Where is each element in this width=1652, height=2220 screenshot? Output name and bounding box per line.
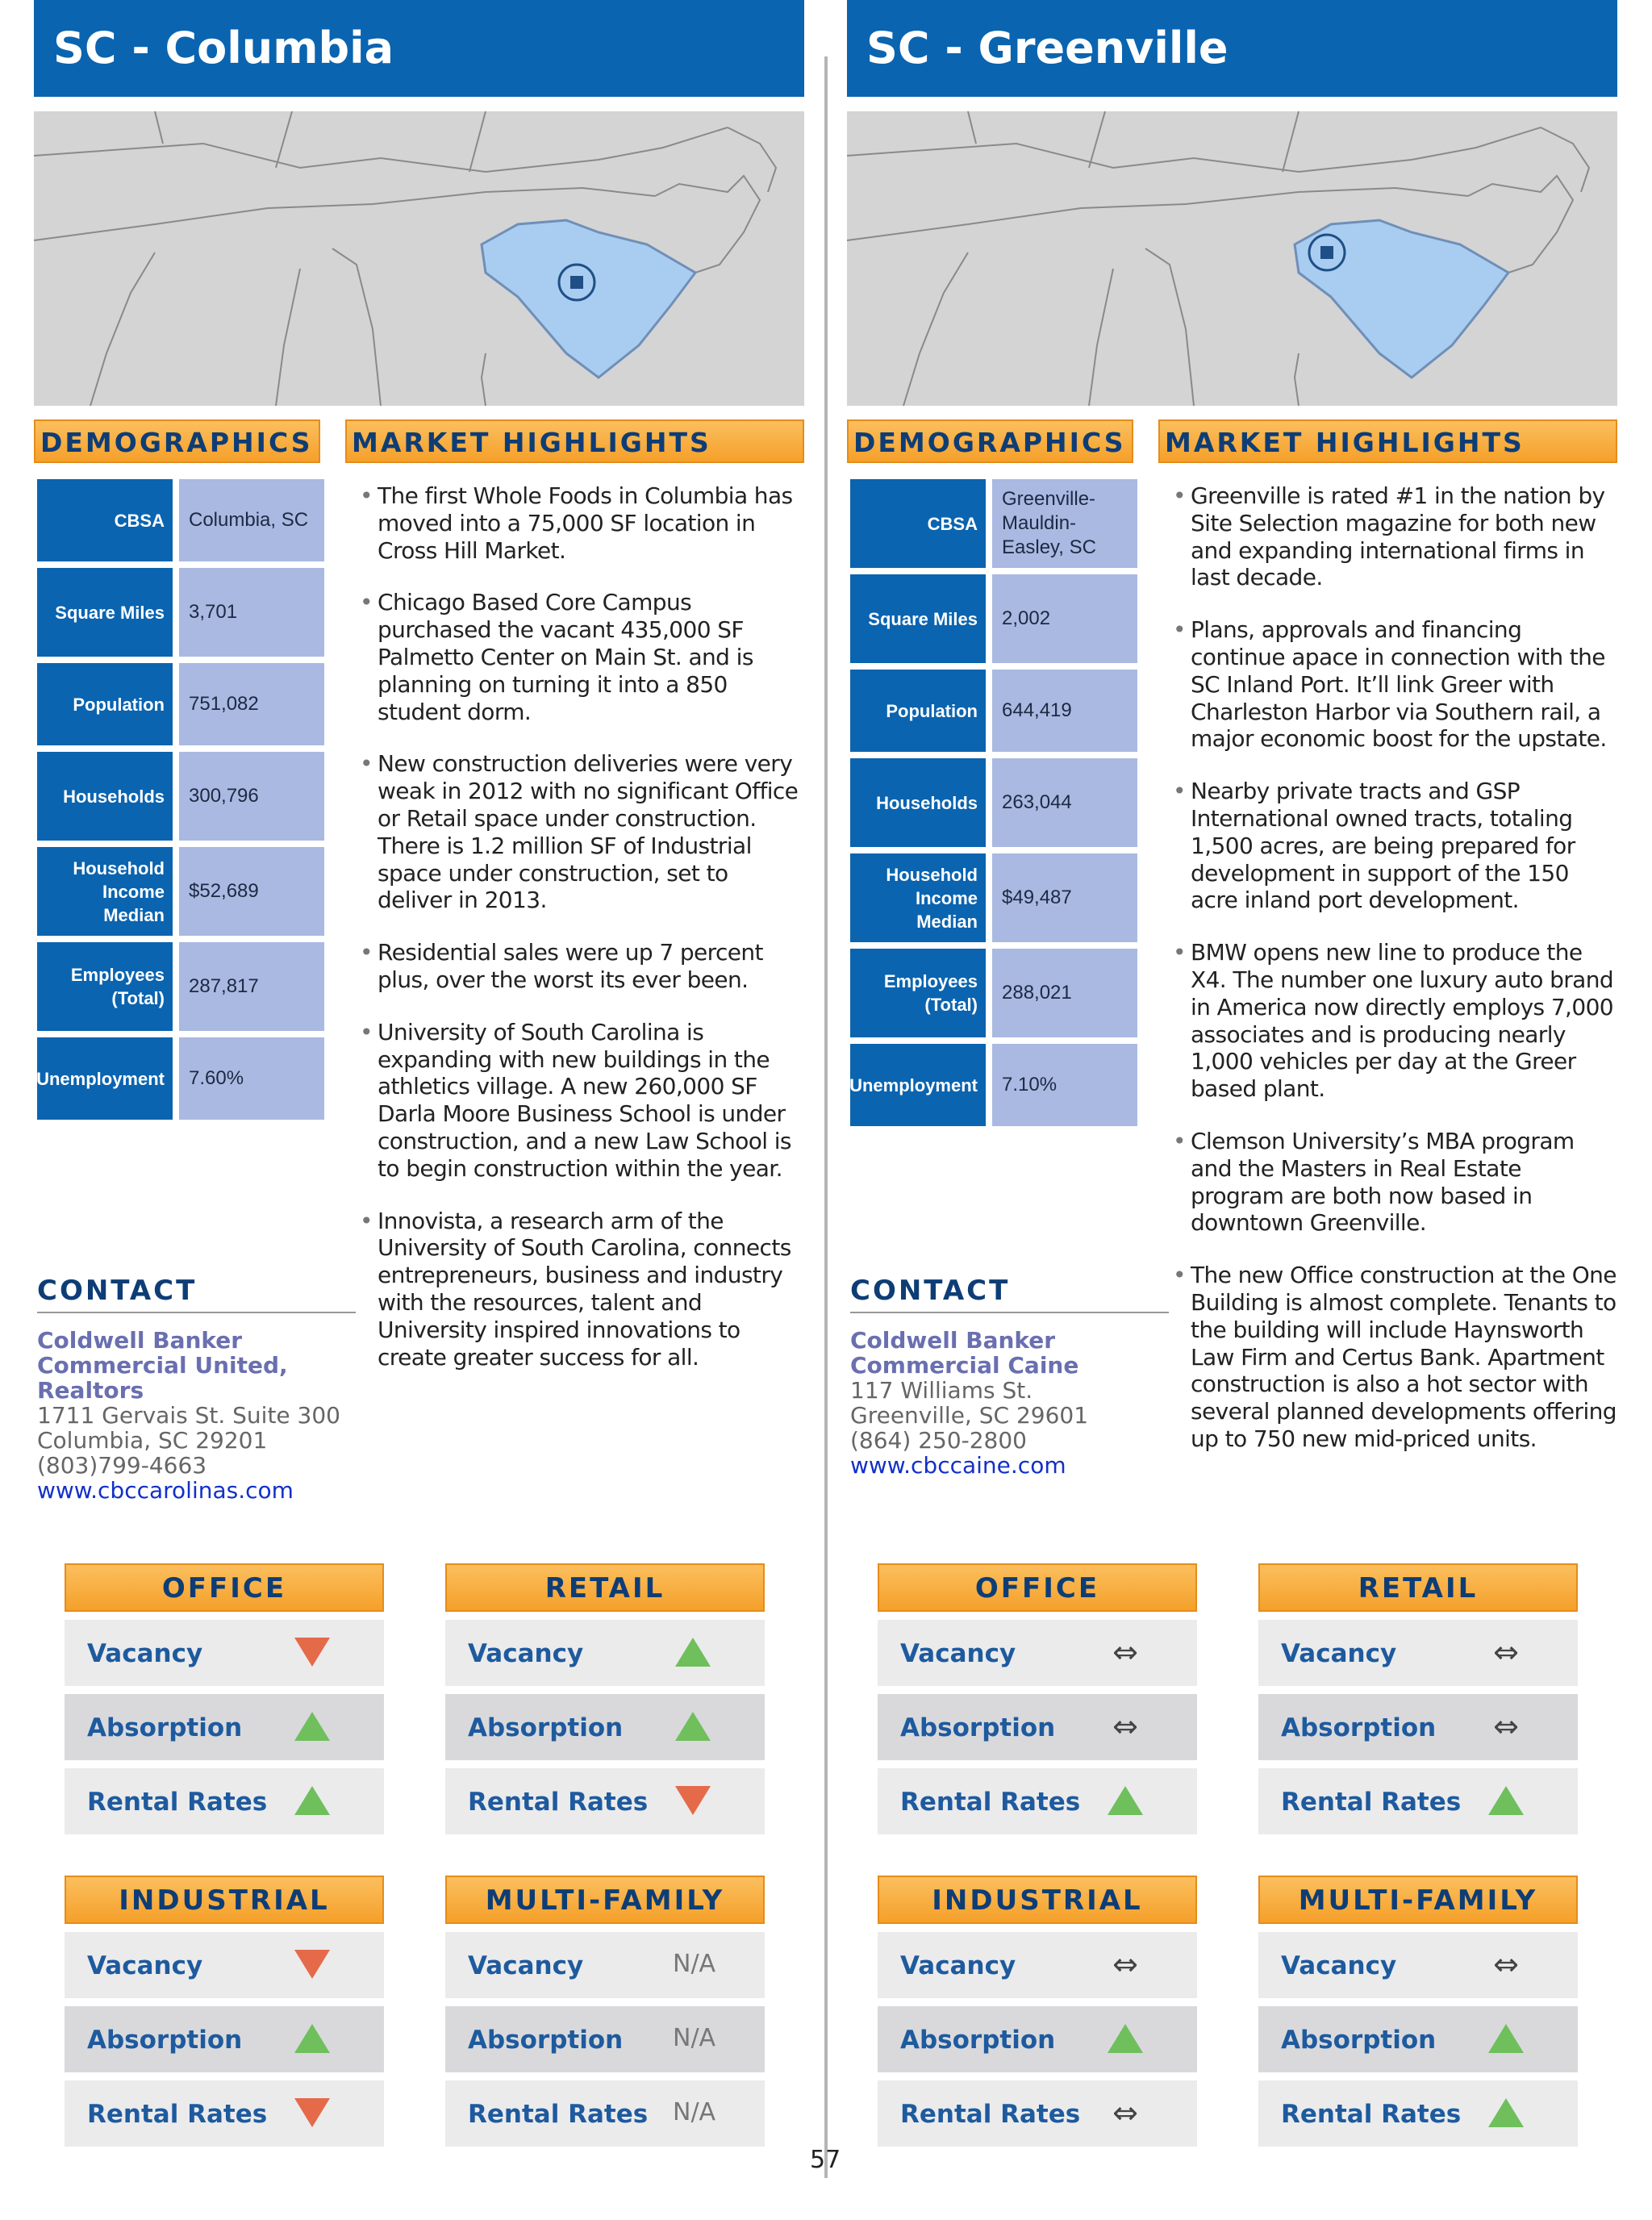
sector-box-retail [1258, 1563, 1578, 1834]
trend-not-available: N/A [673, 2024, 716, 2052]
trend-flat-arrow-icon: ⇔ [1493, 1947, 1519, 1982]
metric-label: Absorption [900, 1713, 1056, 1742]
metric-label: Absorption [1281, 2026, 1437, 2055]
sector-box-industrial [65, 1876, 384, 2147]
demographics-value: $52,689 [179, 847, 324, 936]
market-highlights-header [345, 419, 804, 463]
demographics-value: 3,701 [179, 568, 324, 657]
metric-row [878, 1694, 1197, 1760]
market-highlight-item: • Residential sales were up 7 percent plus, over the worst its ever been. [360, 939, 807, 994]
metric-row [1258, 1932, 1578, 1998]
metric-row [878, 2080, 1197, 2147]
market-column-columbia [34, 0, 804, 2220]
contact-address-line-1: 117 Williams St. [850, 1377, 1033, 1404]
column-divider [824, 56, 828, 2178]
market-highlights-title: MARKET HIGHLIGHTS [1165, 427, 1525, 458]
contact-address-line-2: Columbia, SC 29201 [37, 1427, 268, 1454]
market-title: SC - Greenville [866, 23, 1229, 73]
metric-label: Vacancy [1281, 1639, 1397, 1668]
market-highlight-item: • New construction deliveries were very weak in 2012 with no significant Office or Retail space under construction. There is 1.2 million SF of Industrial space under construction, set to deliver in 2013. [360, 750, 807, 914]
contact-address-line-2: Greenville, SC 29601 [850, 1402, 1089, 1429]
trend-up-arrow-icon [673, 1709, 713, 1744]
sector-title: RETAIL [1358, 1572, 1479, 1604]
demographics-value: 287,817 [179, 942, 324, 1031]
demographics-value: 288,021 [992, 949, 1137, 1037]
market-highlight-item: • Chicago Based Core Campus purchased the vacant 435,000 SF Palmetto Center on Main St. and is planning on turning it into a 850 student dorm. [360, 589, 807, 725]
contact-block [37, 1275, 360, 1503]
metric-row [445, 1694, 765, 1760]
page-number: 57 [810, 2146, 841, 2174]
market-highlight-item: • Innovista, a research arm of the University of South Carolina, connects entrepreneurs, business and industry with the resources, talent and University inspired innovations to create greater success for all. [360, 1208, 807, 1371]
map-graphic [34, 111, 804, 406]
sector-header [878, 1563, 1197, 1612]
contact-block [850, 1275, 1173, 1478]
demographics-value: 644,419 [992, 670, 1137, 752]
metric-label: Vacancy [87, 1639, 203, 1668]
sector-title: RETAIL [544, 1572, 665, 1604]
trend-not-available: N/A [673, 1950, 716, 1978]
metric-label: Vacancy [468, 1639, 584, 1668]
market-highlights-list [360, 482, 807, 1396]
market-highlight-item: • The first Whole Foods in Columbia has moved into a 75,000 SF location in Cross Hill Market. [360, 482, 807, 564]
trend-down-arrow-icon [292, 1634, 332, 1670]
sector-title: OFFICE [161, 1572, 287, 1604]
metric-label: Absorption [468, 1713, 624, 1742]
metric-label: Rental Rates [1281, 2100, 1462, 2129]
demographics-row [850, 670, 1137, 752]
metric-row [65, 1768, 384, 1834]
sector-header [878, 1876, 1197, 1924]
sector-box-office [65, 1563, 384, 1834]
metric-row [445, 1620, 765, 1686]
metric-row [65, 1932, 384, 1998]
metric-row [878, 1932, 1197, 1998]
metric-label: Rental Rates [87, 1788, 268, 1817]
metric-label: Vacancy [900, 1951, 1016, 1980]
demographics-label: Household Income Median [850, 853, 986, 942]
sector-title: INDUSTRIAL [932, 1884, 1143, 1917]
metric-label: Rental Rates [468, 1788, 649, 1817]
trend-up-arrow-icon [1486, 2021, 1526, 2056]
sector-header [1258, 1876, 1578, 1924]
demographics-row [37, 663, 324, 745]
contact-phone: (864) 250-2800 [850, 1427, 1027, 1454]
trend-up-arrow-icon [292, 2021, 332, 2056]
sector-title: INDUSTRIAL [119, 1884, 330, 1917]
trend-flat-arrow-icon: ⇔ [1493, 1634, 1519, 1670]
sector-box-multi-family [445, 1876, 765, 2147]
metric-row [878, 1620, 1197, 1686]
market-highlight-item: • Greenville is rated #1 in the nation by Site Selection magazine for both new and expanding international firms in last decade. [1173, 482, 1621, 591]
metric-label: Rental Rates [1281, 1788, 1462, 1817]
metric-row [1258, 2006, 1578, 2072]
demographics-row [37, 1037, 324, 1120]
demographics-value: 300,796 [179, 752, 324, 841]
demographics-label: Unemployment [850, 1044, 986, 1126]
sector-header [65, 1876, 384, 1924]
contact-website-link[interactable]: www.cbccarolinas.com [37, 1477, 294, 1504]
metric-label: Rental Rates [900, 1788, 1081, 1817]
trend-flat-arrow-icon: ⇔ [1112, 1634, 1138, 1670]
trend-flat-arrow-icon: ⇔ [1112, 2095, 1138, 2130]
market-highlight-item: • Clemson University’s MBA program and the Masters in Real Estate program are both now based in downtown Greenville. [1173, 1128, 1621, 1237]
demographics-value: 7.60% [179, 1037, 324, 1120]
trend-flat-arrow-icon: ⇔ [1493, 1709, 1519, 1744]
metric-label: Rental Rates [87, 2100, 268, 2129]
demographics-value: Columbia, SC [179, 479, 324, 561]
sector-title: MULTI-FAMILY [485, 1884, 725, 1917]
demographics-value: 7.10% [992, 1044, 1137, 1126]
metric-label: Absorption [87, 1713, 243, 1742]
demographics-label: Households [37, 752, 173, 841]
trend-up-arrow-icon [292, 1709, 332, 1744]
metric-row [878, 2006, 1197, 2072]
contact-title: CONTACT [37, 1275, 356, 1313]
demographics-label: Square Miles [850, 574, 986, 663]
contact-company: Coldwell Banker Commercial Caine [850, 1327, 1079, 1379]
demographics-value: 751,082 [179, 663, 324, 745]
market-highlight-item: • Nearby private tracts and GSP International owned tracts, totaling 1,500 acres, are being prepared for development in support of the 150 acre inland port development. [1173, 778, 1621, 914]
metric-label: Absorption [1281, 1713, 1437, 1742]
demographics-table [37, 479, 324, 1126]
trend-up-arrow-icon [1486, 2095, 1526, 2130]
demographics-row [850, 949, 1137, 1037]
sector-header [445, 1563, 765, 1612]
demographics-label: Employees (Total) [37, 942, 173, 1031]
market-column-greenville [847, 0, 1617, 2220]
trend-up-arrow-icon [1105, 1783, 1145, 1818]
sector-box-retail [445, 1563, 765, 1834]
demographics-label: Households [850, 758, 986, 847]
demographics-value: $49,487 [992, 853, 1137, 942]
metric-row [445, 1768, 765, 1834]
metric-label: Rental Rates [900, 2100, 1081, 2129]
demographics-row [850, 574, 1137, 663]
demographics-label: Unemployment [37, 1037, 173, 1120]
demographics-title: DEMOGRAPHICS [40, 427, 313, 458]
trend-up-arrow-icon [1486, 1783, 1526, 1818]
demographics-value: 2,002 [992, 574, 1137, 663]
market-highlight-item: • Plans, approvals and financing continue apace in connection with the SC Inland Port. It’ll link Greer with Charleston Harbor via Southern rail, a major economic boost for the upstate. [1173, 616, 1621, 753]
contact-website-link[interactable]: www.cbccaine.com [850, 1452, 1066, 1479]
demographics-table [850, 479, 1137, 1133]
metric-label: Absorption [87, 2026, 243, 2055]
trend-up-arrow-icon [292, 1783, 332, 1818]
trend-not-available: N/A [673, 2098, 716, 2126]
market-highlight-item: • The new Office construction at the One Building is almost complete. Tenants to the building will include Haynsworth Law Firm and Certus Bank. Apartment construction is also a hot sector with several planned developments offering up to 750 new mid-priced units. [1173, 1262, 1621, 1453]
trend-down-arrow-icon [292, 1947, 332, 1982]
metric-row [445, 2006, 765, 2072]
market-title-bar [34, 0, 804, 97]
demographics-title: DEMOGRAPHICS [853, 427, 1126, 458]
metric-label: Vacancy [468, 1951, 584, 1980]
metric-row [65, 1620, 384, 1686]
market-highlight-item: • BMW opens new line to produce the X4. The number one luxury auto brand in America now directly employs 7,000 associates and is producing nearly 1,000 vehicles per day at the Greer based plant. [1173, 939, 1621, 1103]
metric-row [65, 2006, 384, 2072]
market-title-bar [847, 0, 1617, 97]
demographics-label: Household Income Median [37, 847, 173, 936]
metric-row [65, 2080, 384, 2147]
contact-address-line-1: 1711 Gervais St. Suite 300 [37, 1402, 340, 1429]
market-title: SC - Columbia [53, 23, 394, 73]
demographics-row [850, 853, 1137, 942]
metric-row [65, 1694, 384, 1760]
demographics-row [37, 942, 324, 1031]
market-highlight-item: • University of South Carolina is expanding with new buildings in the athletics village. A new 260,000 SF Darla Moore Business School is under construction, and a new Law School is to begin construction within the year. [360, 1019, 807, 1183]
demographics-row [37, 479, 324, 561]
demographics-label: CBSA [850, 479, 986, 568]
demographics-row [850, 479, 1137, 568]
metric-label: Vacancy [87, 1951, 203, 1980]
trend-up-arrow-icon [673, 1634, 713, 1670]
sector-title: MULTI-FAMILY [1298, 1884, 1538, 1917]
demographics-row [37, 752, 324, 841]
map-graphic [847, 111, 1617, 406]
demographics-row [850, 758, 1137, 847]
demographics-header [847, 419, 1133, 463]
demographics-label: Population [850, 670, 986, 752]
metric-label: Rental Rates [468, 2100, 649, 2129]
sector-box-office [878, 1563, 1197, 1834]
metric-row [1258, 1768, 1578, 1834]
market-highlights-header [1158, 419, 1617, 463]
sector-header [65, 1563, 384, 1612]
trend-flat-arrow-icon: ⇔ [1112, 1709, 1138, 1744]
market-highlights-title: MARKET HIGHLIGHTS [352, 427, 711, 458]
metric-row [445, 1932, 765, 1998]
contact-company: Coldwell Banker Commercial United, Realtors [37, 1327, 288, 1404]
demographics-label: Square Miles [37, 568, 173, 657]
demographics-row [37, 847, 324, 936]
metric-label: Vacancy [900, 1639, 1016, 1668]
contact-title: CONTACT [850, 1275, 1169, 1313]
metric-label: Vacancy [1281, 1951, 1397, 1980]
metric-row [445, 2080, 765, 2147]
trend-down-arrow-icon [292, 2095, 332, 2130]
contact-phone: (803)799-4663 [37, 1452, 207, 1479]
trend-flat-arrow-icon: ⇔ [1112, 1947, 1138, 1982]
sector-header [445, 1876, 765, 1924]
metric-label: Absorption [900, 2026, 1056, 2055]
metric-row [878, 1768, 1197, 1834]
trend-up-arrow-icon [1105, 2021, 1145, 2056]
demographics-value: Greenville-Mauldin-Easley, SC [992, 479, 1137, 568]
demographics-label: CBSA [37, 479, 173, 561]
sector-header [1258, 1563, 1578, 1612]
demographics-row [37, 568, 324, 657]
sector-title: OFFICE [974, 1572, 1100, 1604]
trend-down-arrow-icon [673, 1783, 713, 1818]
market-highlights-list [1173, 482, 1621, 1478]
demographics-label: Employees (Total) [850, 949, 986, 1037]
metric-label: Absorption [468, 2026, 624, 2055]
demographics-value: 263,044 [992, 758, 1137, 847]
metric-row [1258, 1620, 1578, 1686]
metric-row [1258, 1694, 1578, 1760]
region-map [34, 111, 804, 406]
metric-row [1258, 2080, 1578, 2147]
sector-box-multi-family [1258, 1876, 1578, 2147]
demographics-label: Population [37, 663, 173, 745]
region-map [847, 111, 1617, 406]
demographics-header [34, 419, 320, 463]
demographics-row [850, 1044, 1137, 1126]
sector-box-industrial [878, 1876, 1197, 2147]
